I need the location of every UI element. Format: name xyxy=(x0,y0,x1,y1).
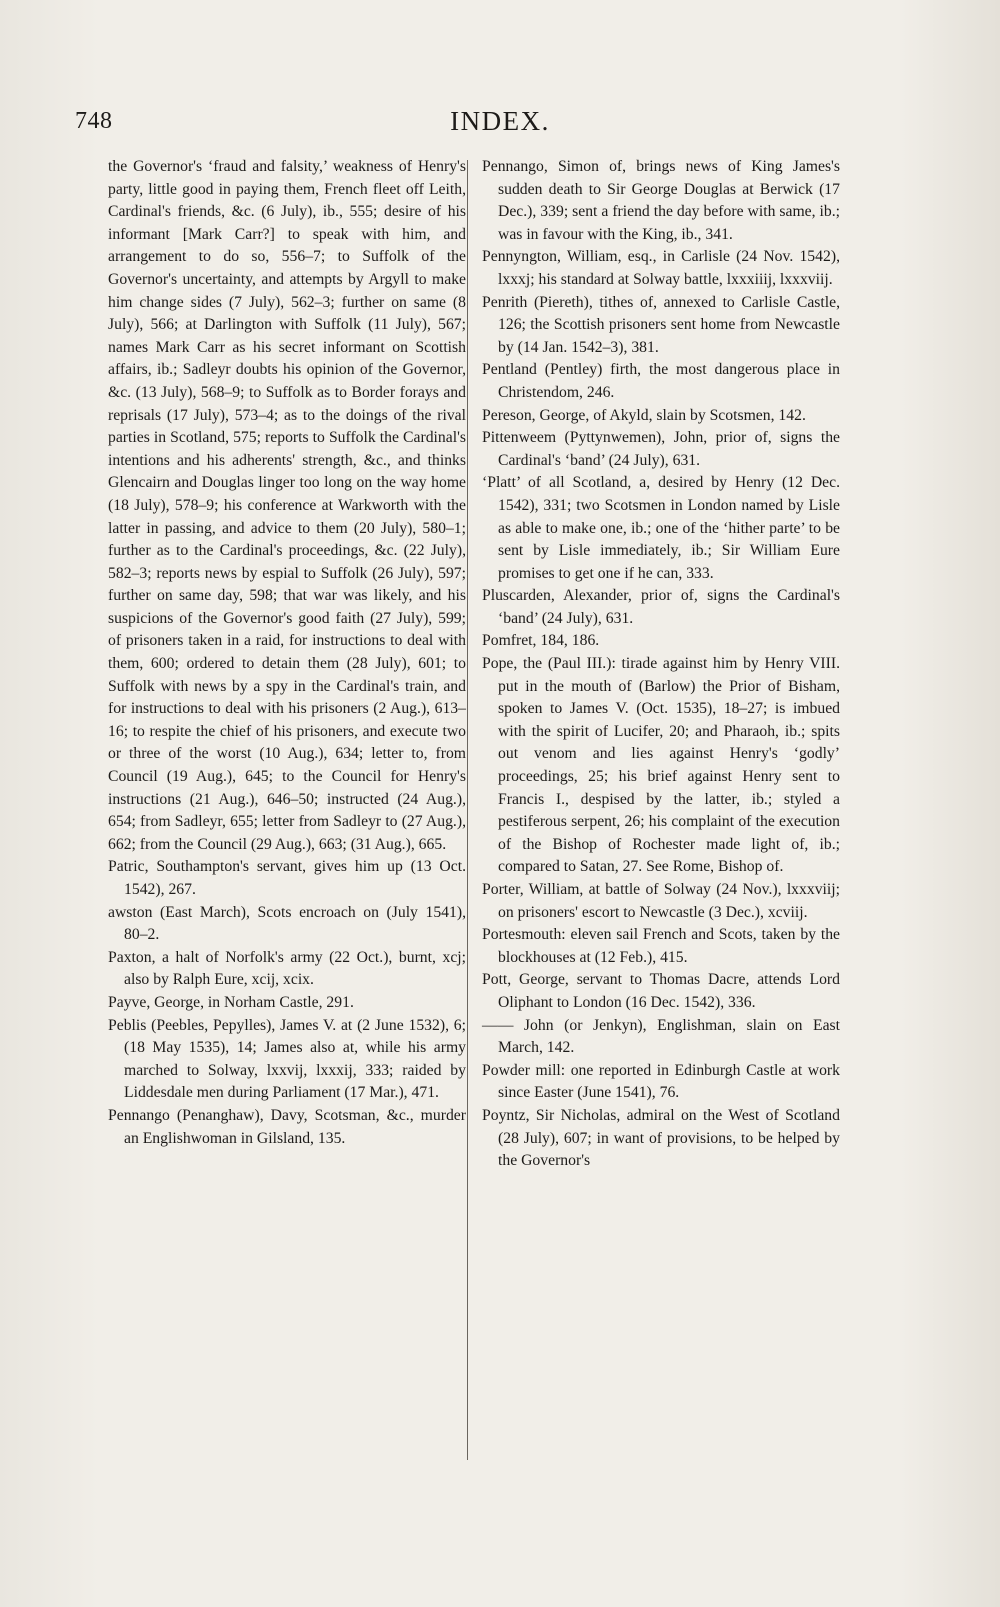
index-entry: Paxton, a halt of Norfolk's army (22 Oct.), burnt, xcj; also by Ralph Eure, xcij, xcix. xyxy=(108,948,466,989)
index-entry: Pennyngton, William, esq., in Carlisle (24 Nov. 1542), lxxxj; his standard at Solway battle, lxxxiiij, lxxxviij. xyxy=(482,248,840,288)
index-entry: Poyntz, Sir Nicholas, admiral on the West of Scotland (28 July), 607; in want of provisions, to be helped by the Governor's xyxy=(482,1106,840,1170)
index-entry: Pope, the (Paul III.): tirade against him by Henry VIII. put in the mouth of (Barlow) the Prior of Bisham, spoken to James V. (Oct. 1535), 18–27; is imbued with the spirit of Lucifer, 20; and Pharaoh, ib.; spits out venom and lies against Henry's ‘godly’ proceedings, 25; his brief against Henry sent to Francis I., despised by the latter, ib.; styled a pestiferous serpent, 26; his complaint of the execution of the Bishop of Rochester made light of, ib.; compared to Satan, 27. See Rome, Bishop of. xyxy=(482,655,840,876)
index-entry: Pluscarden, Alexander, prior of, signs the Cardinal's ‘band’ (24 July), 631. xyxy=(482,587,840,627)
index-entry: —— John (or Jenkyn), Englishman, slain on East March, 142. xyxy=(482,1016,840,1057)
index-entry: Porter, William, at battle of Solway (24 Nov.), lxxxviij; on prisoners' escort to Newcastle (3 Dec.), xcviij. xyxy=(482,881,840,921)
running-head: INDEX. xyxy=(450,106,550,136)
index-entry: Peblis (Peebles, Pepylles), James V. at (2 June 1532), 6; (18 May 1535), 14; James also at, while his army marched to Solway, lxxvij, lxxxij, 333; raided by Liddesdale men during Parliament (17 Mar.), 471. xyxy=(108,1016,466,1102)
index-entry: Pennango, Simon of, brings news of King James's sudden death to Sir George Douglas at Berwick (17 Dec.), 339; sent a friend the day before with same, ib.; was in favour with the King, ib., 341. xyxy=(482,158,840,243)
index-entry: Pott, George, servant to Thomas Dacre, attends Lord Oliphant to London (16 Dec. 1542), 336. xyxy=(482,971,840,1011)
index-entry: Pittenweem (Pyttynwemen), John, prior of, signs the Cardinal's ‘band’ (24 July), 631. xyxy=(482,429,840,469)
page-number: 748 xyxy=(75,108,113,134)
index-entry: Pomfret, 184, 186. xyxy=(482,632,600,650)
index-entry: Payve, George, in Norham Castle, 291. xyxy=(108,993,354,1011)
right-column xyxy=(482,156,840,1173)
left-column xyxy=(108,156,466,1150)
index-entry: Pereson, George, of Akyld, slain by Scotsmen, 142. xyxy=(482,406,806,424)
index-entry: Powder mill: one reported in Edinburgh Castle at work since Easter (June 1541), 76. xyxy=(482,1061,840,1102)
index-entry: Penrith (Piereth), tithes of, annexed to Carlisle Castle, 126; the Scottish prisoners sent home from Newcastle by (14 Jan. 1542–3), 381. xyxy=(482,293,840,356)
index-entry: awston (East March), Scots encroach on (July 1541), 80–2. xyxy=(108,903,466,944)
column-divider xyxy=(467,160,468,1460)
index-entry: ‘Platt’ of all Scotland, a, desired by Henry (12 Dec. 1542), 331; two Scotsmen in London named by Lisle as able to make one, ib.; one of the ‘hither parte’ to be sent by Lisle immediately, ib.; Sir William Eure promises to get one if he can, 333. xyxy=(482,474,840,582)
index-entry: Pennango (Penanghaw), Davy, Scotsman, &c., murder an Englishwoman in Gilsland, 135. xyxy=(108,1106,466,1147)
index-entry: the Governor's ‘fraud and falsity,’ weakness of Henry's party, little good in paying them, French fleet off Leith, Cardinal's friends, &c. (6 July), ib., 555; desire of his informant [Mark Carr?] to speak with him, and arrangement to do so, 556–7; to Suffolk of the Governor's uncertainty, and attempts by Argyll to make him change sides (7 July), 562–3; further on same (8 July), 566; at Darlington with Suffolk (11 July), 567; names Mark Carr as his secret informant on Scottish affairs, ib.; Sadleyr doubts his opinion of the Governor, &c. (13 July), 568–9; to Suffolk as to Border forays and reprisals (17 July), 573–4; as to the doings of the rival parties in Scotland, 575; reports to Suffolk the Cardinal's intentions and his adherents' strength, &c., and thinks Glencairn and Douglas linger too long on the way home (18 July), 578–9; his conference at Warkworth with the latter in passing, and advice to them (20 July), 580–1; further as to the Cardinal's proceedings, &c. (22 July), 582–3; reports news by espial to Suffolk (26 July), 597; further on same day, 598; that war was likely, and his suspicions of the Governor's good faith (27 July), 599; of prisoners taken in a raid, for instructions to deal with them, 600; ordered to detain them (28 July), 601; to Suffolk with news by a spy in the Cardinal's train, and for instructions to deal with his prisoners (2 Aug.), 613–16; to respite the chief of his prisoners, and execute two or three of the worst (10 Aug.), 634; letter to, from Council (19 Aug.), 645; to the Council for Henry's instructions (21 Aug.), 646–50; instructed (24 Aug.), 654; from Sadleyr, 655; letter from Sadleyr to (27 Aug.), 662; from the Council (29 Aug.), 663; (31 Aug.), 665. xyxy=(108,158,466,853)
index-entry: Pentland (Pentley) firth, the most dangerous place in Christendom, 246. xyxy=(482,361,840,401)
index-entry: Patric, Southampton's servant, gives him up (13 Oct. 1542), 267. xyxy=(108,858,466,898)
index-entry: Portesmouth: eleven sail French and Scots, taken by the blockhouses at (12 Feb.), 415. xyxy=(482,926,840,966)
